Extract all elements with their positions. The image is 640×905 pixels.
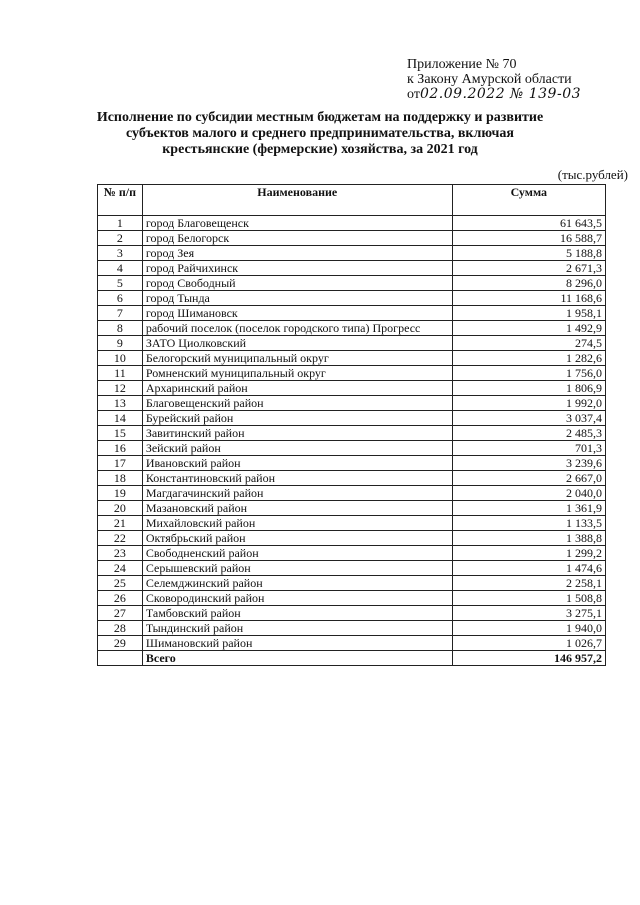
table-row bbox=[98, 621, 606, 636]
row-number: 22 bbox=[98, 531, 143, 546]
row-sum: 1 508,8 bbox=[452, 591, 605, 606]
row-name: Завитинский район bbox=[142, 426, 452, 441]
appendix-number: Приложение № 70 bbox=[407, 57, 517, 72]
row-number: 27 bbox=[98, 606, 143, 621]
row-number: 23 bbox=[98, 546, 143, 561]
row-sum: 11 168,6 bbox=[452, 291, 605, 306]
appendix-block bbox=[407, 57, 632, 102]
table-row bbox=[98, 546, 606, 561]
table-row bbox=[98, 336, 606, 351]
row-sum: 2 485,3 bbox=[452, 426, 605, 441]
row-sum: 3 239,6 bbox=[452, 456, 605, 471]
row-name: Серышевский район bbox=[142, 561, 452, 576]
table-row bbox=[98, 351, 606, 366]
table-row bbox=[98, 306, 606, 321]
row-sum: 2 667,0 bbox=[452, 471, 605, 486]
row-sum: 1 133,5 bbox=[452, 516, 605, 531]
row-number: 25 bbox=[98, 576, 143, 591]
row-number: 29 bbox=[98, 636, 143, 651]
row-name: Ромненский муниципальный округ bbox=[142, 366, 452, 381]
row-sum: 701,3 bbox=[452, 441, 605, 456]
table-row bbox=[98, 246, 606, 261]
row-name: Архаринский район bbox=[142, 381, 452, 396]
handwritten-date-number: 02.09.2022 № 139-03 bbox=[419, 86, 582, 102]
row-name: город Райчихинск bbox=[142, 261, 452, 276]
row-number: 13 bbox=[98, 396, 143, 411]
table-row bbox=[98, 486, 606, 501]
table-row bbox=[98, 501, 606, 516]
row-sum: 3 037,4 bbox=[452, 411, 605, 426]
row-sum: 1 756,0 bbox=[452, 366, 605, 381]
table-row bbox=[98, 276, 606, 291]
row-number: 12 bbox=[98, 381, 143, 396]
row-name: город Зея bbox=[142, 246, 452, 261]
table-row bbox=[98, 231, 606, 246]
units-label: (тыс.рублей) bbox=[557, 167, 628, 182]
table-row bbox=[98, 636, 606, 651]
row-number: 9 bbox=[98, 336, 143, 351]
row-number: 24 bbox=[98, 561, 143, 576]
row-sum: 274,5 bbox=[452, 336, 605, 351]
total-label: Всего bbox=[142, 651, 452, 666]
row-number: 10 bbox=[98, 351, 143, 366]
document-title: Исполнение по субсидии местным бюджетам на поддержку и развитие субъектов малого и среднего предпринимательства, включая крестьянские (фермерские) хозяйства, за 2021 год bbox=[96, 110, 544, 157]
row-name: рабочий поселок (поселок городского типа) Прогресс bbox=[142, 321, 452, 336]
row-name: город Тында bbox=[142, 291, 452, 306]
table-row bbox=[98, 321, 606, 336]
row-name: Константиновский район bbox=[142, 471, 452, 486]
row-name: Свободненский район bbox=[142, 546, 452, 561]
table-row bbox=[98, 261, 606, 276]
row-sum: 2 671,3 bbox=[452, 261, 605, 276]
subsidy-table bbox=[97, 184, 606, 666]
row-number: 28 bbox=[98, 621, 143, 636]
row-number: 11 bbox=[98, 366, 143, 381]
row-number: 5 bbox=[98, 276, 143, 291]
table-row bbox=[98, 516, 606, 531]
row-sum: 1 388,8 bbox=[452, 531, 605, 546]
row-number: 16 bbox=[98, 441, 143, 456]
row-number: 4 bbox=[98, 261, 143, 276]
row-number: 17 bbox=[98, 456, 143, 471]
table-row bbox=[98, 456, 606, 471]
row-sum: 5 188,8 bbox=[452, 246, 605, 261]
table-row bbox=[98, 366, 606, 381]
row-sum: 2 040,0 bbox=[452, 486, 605, 501]
row-sum: 1 958,1 bbox=[452, 306, 605, 321]
row-name: Магдагачинский район bbox=[142, 486, 452, 501]
total-sum: 146 957,2 bbox=[452, 651, 605, 666]
header-num: № п/п bbox=[98, 185, 143, 216]
row-name: Селемджинский район bbox=[142, 576, 452, 591]
row-number: 6 bbox=[98, 291, 143, 306]
row-sum: 1 361,9 bbox=[452, 501, 605, 516]
table-row bbox=[98, 531, 606, 546]
row-name: Октябрьский район bbox=[142, 531, 452, 546]
header-sum: Сумма bbox=[452, 185, 605, 216]
total-num-cell bbox=[98, 651, 143, 666]
row-sum: 1 282,6 bbox=[452, 351, 605, 366]
appendix-law: к Закону Амурской области bbox=[407, 72, 572, 87]
table-row bbox=[98, 576, 606, 591]
row-number: 14 bbox=[98, 411, 143, 426]
table-header-row bbox=[98, 185, 606, 216]
row-name: город Белогорск bbox=[142, 231, 452, 246]
row-sum: 61 643,5 bbox=[452, 216, 605, 231]
row-name: Зейский район bbox=[142, 441, 452, 456]
row-number: 21 bbox=[98, 516, 143, 531]
header-name: Наименование bbox=[142, 185, 452, 216]
table-row bbox=[98, 606, 606, 621]
appendix-date-line bbox=[407, 87, 632, 102]
row-number: 19 bbox=[98, 486, 143, 501]
row-name: Тындинский район bbox=[142, 621, 452, 636]
row-number: 8 bbox=[98, 321, 143, 336]
row-sum: 1 992,0 bbox=[452, 396, 605, 411]
row-name: Белогорский муниципальный округ bbox=[142, 351, 452, 366]
row-sum: 16 588,7 bbox=[452, 231, 605, 246]
row-sum: 1 492,9 bbox=[452, 321, 605, 336]
row-name: Ивановский район bbox=[142, 456, 452, 471]
table-row bbox=[98, 411, 606, 426]
row-number: 26 bbox=[98, 591, 143, 606]
row-sum: 1 026,7 bbox=[452, 636, 605, 651]
table-row bbox=[98, 396, 606, 411]
row-number: 1 bbox=[98, 216, 143, 231]
row-number: 15 bbox=[98, 426, 143, 441]
table-total-row bbox=[98, 651, 606, 666]
row-name: Благовещенский район bbox=[142, 396, 452, 411]
table-row bbox=[98, 441, 606, 456]
row-number: 7 bbox=[98, 306, 143, 321]
row-sum: 1 474,6 bbox=[452, 561, 605, 576]
row-sum: 1 940,0 bbox=[452, 621, 605, 636]
row-name: Мазановский район bbox=[142, 501, 452, 516]
row-sum: 1 806,9 bbox=[452, 381, 605, 396]
table-row bbox=[98, 471, 606, 486]
row-name: город Свободный bbox=[142, 276, 452, 291]
row-name: Михайловский район bbox=[142, 516, 452, 531]
row-name: Тамбовский район bbox=[142, 606, 452, 621]
row-name: город Шимановск bbox=[142, 306, 452, 321]
row-sum: 1 299,2 bbox=[452, 546, 605, 561]
table-row bbox=[98, 291, 606, 306]
row-name: Бурейский район bbox=[142, 411, 452, 426]
row-name: Шимановский район bbox=[142, 636, 452, 651]
row-number: 3 bbox=[98, 246, 143, 261]
row-sum: 2 258,1 bbox=[452, 576, 605, 591]
row-sum: 8 296,0 bbox=[452, 276, 605, 291]
table-row bbox=[98, 426, 606, 441]
table-row bbox=[98, 381, 606, 396]
row-name: ЗАТО Циолковский bbox=[142, 336, 452, 351]
row-name: город Благовещенск bbox=[142, 216, 452, 231]
table-row bbox=[98, 591, 606, 606]
row-number: 20 bbox=[98, 501, 143, 516]
appendix-date-prefix: от bbox=[407, 87, 420, 102]
row-number: 2 bbox=[98, 231, 143, 246]
row-name: Сковородинский район bbox=[142, 591, 452, 606]
row-sum: 3 275,1 bbox=[452, 606, 605, 621]
table-row bbox=[98, 216, 606, 231]
table-row bbox=[98, 561, 606, 576]
row-number: 18 bbox=[98, 471, 143, 486]
